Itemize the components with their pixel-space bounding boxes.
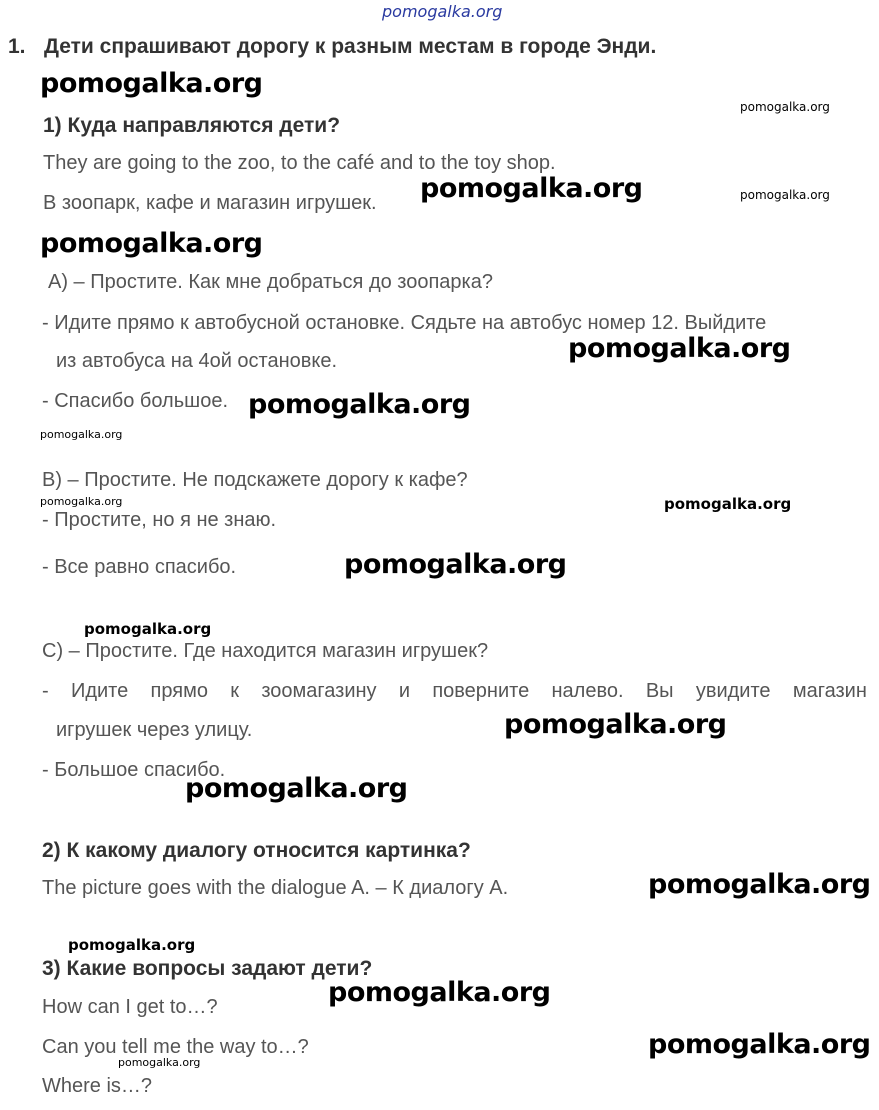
dialogue-a-line2a: - Идите прямо к автобусной остановке. Сядьте на автобус номер 12. Выйдите <box>42 312 767 334</box>
watermark: pomogalka.org <box>40 428 123 441</box>
q1-answer-ru: В зоопарк, кафе и магазин игрушек. <box>43 192 377 214</box>
q1-heading: 1) Куда направляются дети? <box>43 114 341 137</box>
word: - <box>42 680 49 702</box>
q3-item: How can I get to…? <box>42 996 218 1018</box>
word: зоомагазину <box>261 680 377 702</box>
word: прямо <box>150 680 208 702</box>
task-number: 1. <box>8 35 26 58</box>
watermark: pomogalka.org <box>568 333 791 364</box>
watermark: pomogalka.org <box>185 773 408 804</box>
watermark: pomogalka.org <box>420 173 643 204</box>
watermark: pomogalka.org <box>40 228 263 259</box>
word: к <box>230 680 240 702</box>
word: увидите <box>695 680 771 702</box>
word: поверните <box>432 680 530 702</box>
word: Вы <box>645 680 674 702</box>
dialogue-b-line1: В) – Простите. Не подскажете дорогу к кафе? <box>42 469 468 491</box>
watermark: pomogalka.org <box>40 495 123 508</box>
dialogue-b-line2: - Простите, но я не знаю. <box>42 509 277 531</box>
watermark: pomogalka.org <box>648 1029 871 1060</box>
dialogue-c-line1: С) – Простите. Где находится магазин игрушек? <box>42 640 489 662</box>
word: и <box>398 680 411 702</box>
dialogue-a-line1: А) – Простите. Как мне добраться до зоопарка? <box>48 271 493 293</box>
watermark: pomogalka.org <box>118 1056 201 1069</box>
watermark: pomogalka.org <box>664 495 792 513</box>
q2-answer: The picture goes with the dialogue A. – К диалогу А. <box>42 877 509 899</box>
q2-heading: 2) К какому диалогу относится картинка? <box>42 839 471 862</box>
watermark: pomogalka.org <box>504 709 727 740</box>
watermark: pomogalka.org <box>40 68 263 99</box>
dialogue-a-line3: - Спасибо большое. <box>42 390 228 412</box>
q3-item: Where is…? <box>42 1075 153 1097</box>
dialogue-c-line3: - Большое спасибо. <box>42 759 226 781</box>
watermark: pomogalka.org <box>84 620 212 638</box>
task-title: Дети спрашивают дорогу к разным местам в городе Энди. <box>44 35 657 58</box>
watermark: pomogalka.org <box>648 869 871 900</box>
dialogue-c-line2a <box>42 680 867 703</box>
watermark: pomogalka.org <box>740 188 830 202</box>
watermark: pomogalka.org <box>68 936 196 954</box>
word: налево. <box>551 680 624 702</box>
watermark: pomogalka.org <box>740 100 830 114</box>
dialogue-c-line2b: игрушек через улицу. <box>56 719 253 741</box>
word: магазин <box>792 680 867 702</box>
word: Идите <box>70 680 129 702</box>
q3-item: Can you tell me the way to…? <box>42 1036 309 1058</box>
watermark-top: pomogalka.org <box>382 2 503 21</box>
watermark: pomogalka.org <box>248 389 471 420</box>
q3-heading: 3) Какие вопросы задают дети? <box>42 957 373 980</box>
q1-answer-en: They are going to the zoo, to the café and to the toy shop. <box>43 152 556 174</box>
watermark: pomogalka.org <box>344 549 567 580</box>
dialogue-b-line3: - Все равно спасибо. <box>42 556 237 578</box>
watermark: pomogalka.org <box>328 977 551 1008</box>
dialogue-a-line2b: из автобуса на 4ой остановке. <box>56 350 338 372</box>
